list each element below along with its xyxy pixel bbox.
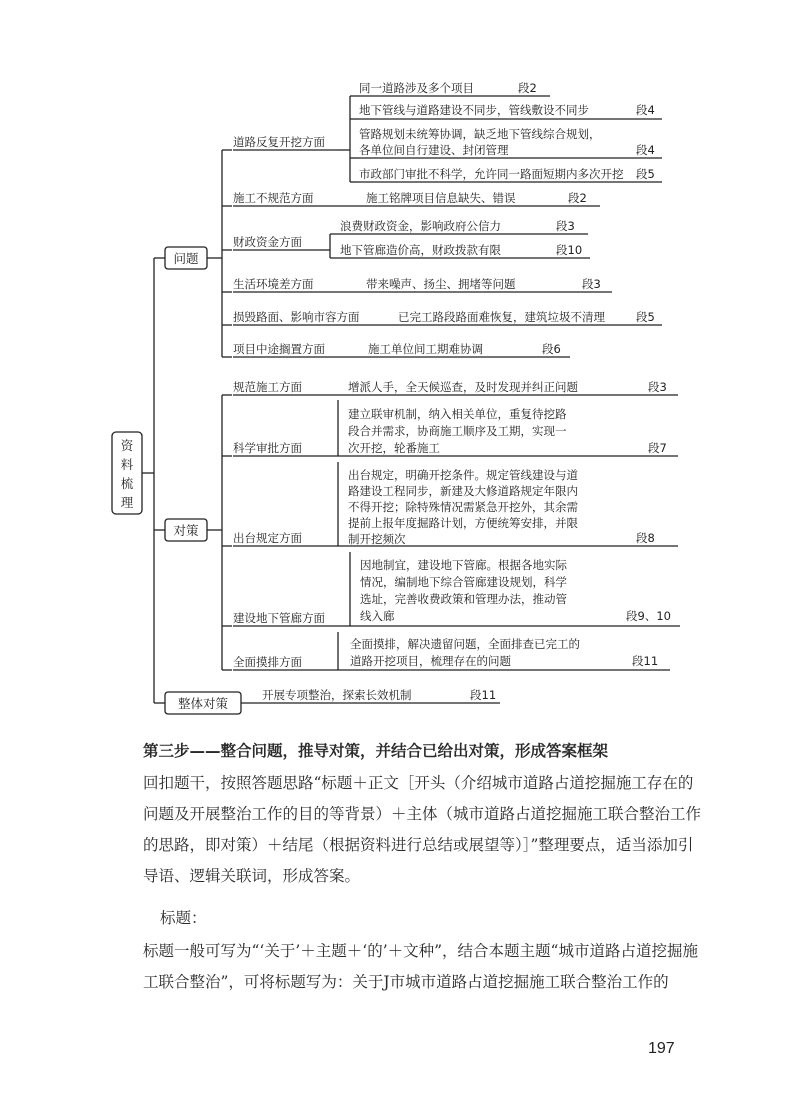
overall-item: 开展专项整治，探索长效机制 (262, 688, 412, 702)
paragraph-2: 标题一般可写为“‘关于’＋主题＋‘的’＋文种”，结合本题主题“城市道路占道挖掘施工联合整治”，可将标题写为：关于J市城市道路占道挖掘施工联合整治工作的 (143, 942, 698, 991)
measure-2-ref: 段7 (648, 441, 667, 455)
problems-node: 问题 (173, 251, 199, 266)
problem-4-item-1-ref: 段3 (582, 277, 601, 291)
measure-4-line-3: 选址，完善收费政策和管理办法，推动管 (360, 592, 567, 606)
page-number: 197 (648, 1040, 675, 1057)
measure-4-line-4: 线入廊 (360, 609, 395, 623)
problem-1-item-3-line-2: 各单位间自行建设、封闭管理 (359, 143, 509, 157)
problem-1-item-3-line-1: 管路规划未统筹协调，缺乏地下管线综合规划， (359, 127, 601, 141)
problem-1-item-1: 同一道路涉及多个项目 (359, 81, 474, 95)
problem-5-item-1-ref: 段5 (636, 310, 655, 324)
root-char-4: 理 (120, 495, 134, 510)
title-label: 标题： (160, 909, 207, 927)
measure-branch-1: 规范施工方面 (233, 380, 302, 394)
measure-4-line-2: 情况，编制地下综合管廊建设规划，科学 (360, 575, 567, 589)
measure-5-line-2: 道路开挖项目，梳理存在的问题 (350, 654, 511, 668)
problem-1-item-4: 市政部门审批不科学，允许同一路面短期内多次开挖 (359, 167, 624, 181)
measure-branch-4: 建设地下管廊方面 (233, 611, 325, 625)
measure-2-line-1: 建立联审机制，纳入相关单位，重复待挖路 (348, 407, 567, 421)
problem-1-item-3-ref: 段4 (636, 143, 655, 157)
measure-4-line-1: 因地制宜，建设地下管廊。根据各地实际 (360, 558, 567, 572)
overall-ref: 段11 (470, 688, 497, 702)
problem-branch-1: 道路反复开挖方面 (233, 135, 325, 149)
problem-3-item-2: 地下管廊造价高，财政拨款有限 (340, 243, 501, 257)
measure-3-line-4: 提前上报年度掘路计划，方便统筹安排，并限 (348, 516, 578, 530)
problem-branch-5: 损毁路面、影响市容方面 (233, 310, 360, 324)
measure-2-line-3: 次开挖，轮番施工 (348, 441, 440, 455)
problem-1-item-2: 地下管线与道路建设不同步，管线敷设不同步 (359, 103, 589, 117)
root-char-3: 梳 (120, 476, 134, 491)
problem-5-item-1: 已完工路段路面难恢复，建筑垃圾不清理 (398, 310, 605, 324)
problem-3-item-1-ref: 段3 (556, 219, 575, 233)
measure-3-line-2: 路建设工程同步，新建及大修道路规定年限内 (348, 484, 578, 498)
measure-1-ref: 段3 (648, 380, 667, 394)
measure-branch-5: 全面摸排方面 (233, 655, 302, 669)
measure-3-line-3: 不得开挖；除特殊情况需紧急开挖外，其余需 (348, 500, 578, 514)
measure-1-line-1: 增派人手，全天候巡查，及时发现并纠正问题 (348, 380, 578, 394)
measure-3-line-5: 制开挖频次 (348, 532, 406, 546)
problem-1-item-2-ref: 段4 (636, 103, 655, 117)
root-char-1: 资 (120, 438, 134, 453)
problem-4-item-1: 带来噪声、扬尘、拥堵等问题 (366, 277, 516, 291)
measure-2-line-2: 段合并需求，协商施工顺序及工期，实现一 (348, 424, 567, 438)
problem-branch-2: 施工不规范方面 (233, 191, 314, 205)
measures-node: 对策 (173, 523, 199, 538)
problem-branch-3: 财政资金方面 (233, 235, 302, 249)
problem-1-item-4-ref: 段5 (636, 167, 655, 181)
problem-6-item-1-ref: 段6 (542, 342, 561, 356)
problem-1-item-1-ref: 段2 (518, 81, 537, 95)
paragraph-1: 回扣题干，按照答题思路“标题＋正文［开头（介绍城市道路占道挖掘施工存在的问题及开展整治工作的目的等背景）＋主体（城市道路占道挖掘施工联合整治工作的思路，即对策）＋结尾（根据资料进行总结或展望等）］”整理要点，适当添加引导语、逻辑关联词，形成答案。 (143, 774, 702, 885)
problem-6-item-1: 施工单位间工期难协调 (368, 342, 483, 356)
measure-5-ref: 段11 (632, 654, 659, 668)
measure-4-ref: 段9、10 (626, 609, 671, 623)
problem-2-item-1: 施工铭牌项目信息缺失、错误 (366, 191, 516, 205)
measure-5-line-1: 全面摸排，解决遗留问题，全面排查已完工的 (350, 637, 580, 651)
problem-branch-4: 生活环境差方面 (233, 277, 314, 291)
measure-3-line-1: 出台规定，明确开挖条件。规定管线建设与道 (348, 468, 578, 482)
overall-node: 整体对策 (177, 696, 229, 711)
measure-3-ref: 段8 (636, 531, 655, 545)
step-heading: 第三步——整合问题，推导对策，并结合已给出对策，形成答案框架 (143, 742, 609, 760)
problem-3-item-2-ref: 段10 (556, 243, 583, 257)
problem-branch-6: 项目中途搁置方面 (233, 342, 325, 356)
measure-branch-2: 科学审批方面 (233, 441, 302, 455)
measure-branch-3: 出台规定方面 (233, 531, 302, 545)
problem-3-item-1: 浪费财政资金，影响政府公信力 (340, 219, 501, 233)
root-char-2: 料 (120, 457, 134, 472)
problem-2-item-1-ref: 段2 (568, 191, 587, 205)
